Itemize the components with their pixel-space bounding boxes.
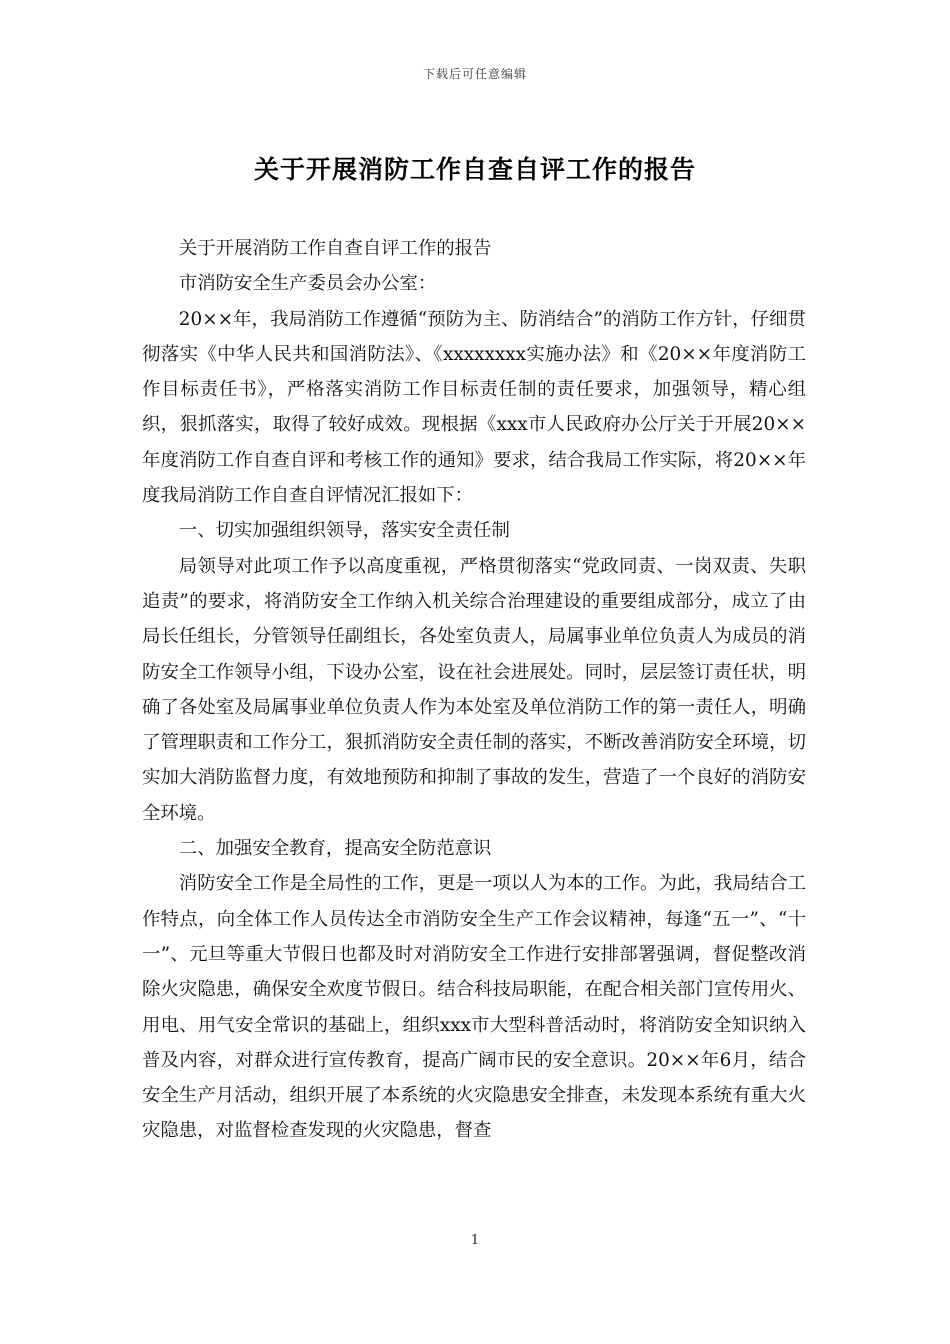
document-body — [142, 231, 806, 1149]
page-number: 1 — [470, 1233, 480, 1248]
paragraph-intro: 20××年，我局消防工作遵循“预防为主、防消结合”的消防工作方针，仔细贯彻落实《中华人民共和国消防法》、《xxxxxxxx实施办法》和《20××年度消防工作目标责任书》，严格落实消防工作目标责任制的责任要求，加强领导，精心组织，狠抓落实，取得了较好成效。现根据《xxx市人民政府办公厅关于开展20××年度消防工作自查自评和考核工作的通知》要求，结合我局工作实际，将20××年度我局消防工作自查自评情况汇报如下： — [142, 308, 806, 507]
header-note: 下载后可任意编辑 — [422, 67, 527, 81]
paragraph-addressee: 市消防安全生产委员会办公室： — [178, 273, 437, 295]
section-heading-2: 二、加强安全教育，提高安全防范意识 — [178, 838, 492, 860]
document-title: 关于开展消防工作自查自评工作的报告 — [253, 155, 696, 184]
paragraph-heading-repeat: 关于开展消防工作自查自评工作的报告 — [178, 238, 492, 259]
section-heading-1: 一、切实加强组织领导，落实安全责任制 — [178, 520, 510, 542]
paragraph-section-2: 消防安全工作是全局性的工作，更是一项以人为本的工作。为此，我局结合工作特点，向全体工作人员传达全市消防安全生产工作会议精神，每逢“五一”、“十一”、元旦等重大节假日也都及时对消防安全工作进行安排部署强调，督促整改消除火灾隐患，确保安全欢度节假日。结合科技局职能，在配合相关部门宣传用火、用电、用气安全常识的基础上，组织xxx市大型科普活动时，将消防安全知识纳入普及内容，对群众进行宣传教育，提高广阔市民的安全意识。20××年6月，结合安全生产月活动，组织开展了本系统的火灾隐患安全排查，未发现本系统有重大火灾隐患，对监督检查发现的火灾隐患，督查 — [142, 873, 806, 1142]
paragraph-section-1: 局领导对此项工作予以高度重视，严格贯彻落实“党政同责、一岗双责、失职追责”的要求，将消防安全工作纳入机关综合治理建设的重要组成部分，成立了由局长任组长，分管领导任副组长，各处室负责人，局属事业单位负责人为成员的消防安全工作领导小组，下设办公室，设在社会进展处。同时，层层签订责任状，明确了各处室及局属事业单位负责人作为本处室及单位消防工作的第一责任人，明确了管理职责和工作分工，狠抓消防安全责任制的落实，不断改善消防安全环境，切实加大消防监督力度，有效地预防和抑制了事故的发生，营造了一个良好的消防安全环境。 — [142, 555, 806, 824]
